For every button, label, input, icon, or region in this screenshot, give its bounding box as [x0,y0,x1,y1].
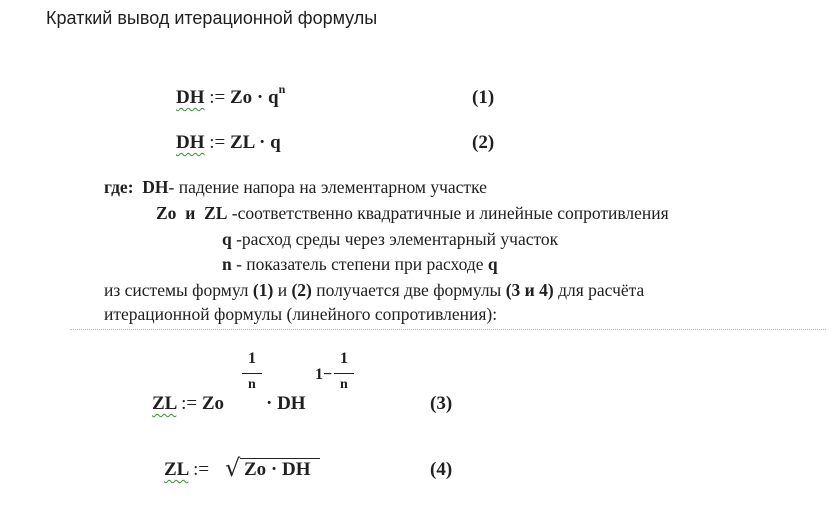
formula-3-assign: := [181,393,198,414]
formula-2-lhs: DH [176,132,205,153]
n-description-q: q [487,254,498,274]
n-term: n [222,254,232,274]
formula-1-exponent: n [278,82,286,96]
formula-4-lhs-group [164,459,209,481]
formula-4-radical-sign: √ [225,454,241,482]
formula-4-lhs: ZL [164,459,189,480]
q-term: q [222,229,232,249]
system-line-2: итерационной формулы (линейного сопротивления): [104,304,498,324]
formula-3-exp1-numerator: 1 [248,350,256,367]
formula-4-number: (4) [430,459,453,480]
formula-4-radicand: Zo · DH [244,459,311,480]
zo-zl-line [156,203,669,224]
and-word: и [185,203,196,223]
formula-3-lhs: ZL [152,393,177,414]
system-and: и [273,280,292,300]
formula-3-lhs-group [152,393,224,415]
formula-2 [176,132,281,154]
formula-1-assign: := [209,87,226,108]
formula-3-number: (3) [430,393,453,414]
system-ref-2: (2) [291,280,312,300]
system-ref-34: (3 и 4) [505,280,554,300]
zl-term: ZL [204,203,228,223]
system-line-1 [104,280,644,301]
formula-3-mult: · DH [266,393,306,414]
formula-3-base: Zo [201,393,224,414]
formula-1 [176,82,286,109]
formula-3-exp2-denominator: n [340,377,348,392]
dotted-divider [70,329,826,330]
formula-2-number: (2) [472,132,495,153]
formula-1-rhs: Zo · q [230,87,279,108]
zo-zl-description: -соответственно квадратичные и линейные сопротивления [231,203,669,223]
formula-2-rhs: ZL · q [230,132,281,153]
zo-term: Zo [156,203,177,223]
formula-2-assign: := [209,132,226,153]
n-line [222,254,498,275]
system-text-3: для расчёта [553,280,645,300]
q-description: -расход среды через элементарный участок [236,229,559,249]
formula-3-exp1-fraction-bar [242,373,262,374]
formula-3-exp1-denominator: n [248,377,256,392]
n-description: - показатель степени при расходе [236,254,484,274]
system-text-2: получается две формулы [311,280,506,300]
formula-1-number: (1) [472,87,495,108]
where-label: где: [104,177,134,197]
formula-3-exp2-fraction-bar [334,373,354,374]
formula-1-lhs: DH [176,87,205,108]
formula-4-assign: := [193,459,210,480]
dh-term: DH [142,177,169,197]
formula-3-exp2-prefix: 1− [315,366,333,383]
system-ref-1: (1) [252,280,274,300]
system-text-1: из системы формул [104,280,253,300]
q-line [222,229,558,250]
dh-description: - падение напора на элементарном участке [168,177,487,197]
where-line [104,177,487,198]
page-title: Краткий вывод итерационной формулы [46,8,378,28]
formula-3-exp2-numerator: 1 [340,350,348,367]
